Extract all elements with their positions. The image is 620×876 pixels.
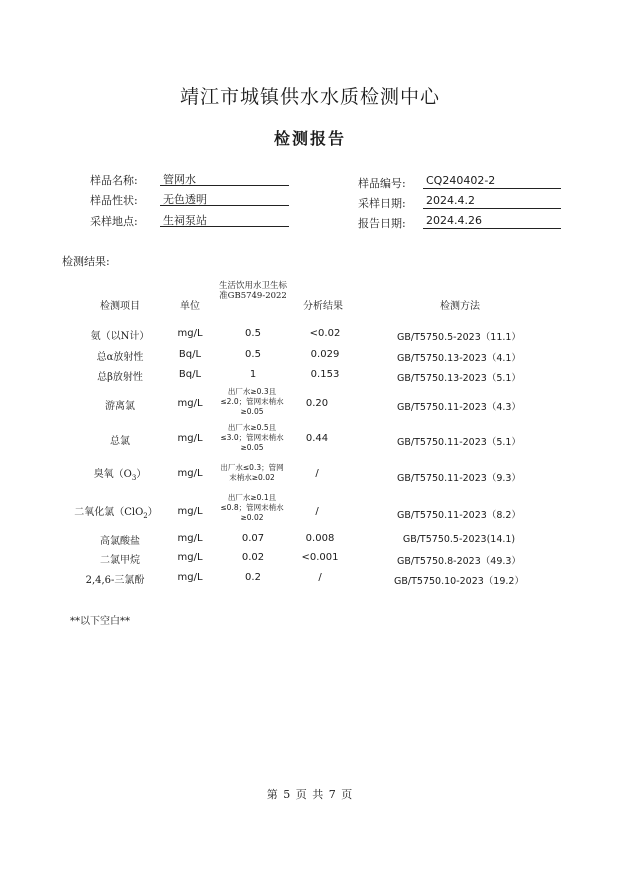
row-2-standard: 1 xyxy=(249,369,257,380)
row-5-unit: mg/L xyxy=(177,468,203,479)
sampling-date-value: 2024.4.2 xyxy=(423,194,561,209)
row-1-standard: 0.5 xyxy=(245,349,261,360)
report-date-label: 报告日期: xyxy=(358,217,406,230)
sample-name-value: 管网水 xyxy=(160,171,289,186)
row-6-result: / xyxy=(315,506,319,517)
row-5-method: GB/T5750.11-2023（9.3） xyxy=(397,473,521,484)
sample-no-value: CQ240402-2 xyxy=(423,174,561,189)
row-7-standard: 0.07 xyxy=(241,533,265,544)
row-4-standard: 出厂水≥0.5且≤3.0；管网末梢水≥0.05 xyxy=(220,423,284,452)
row-1-result: 0.029 xyxy=(310,349,340,360)
row-2-result: 0.153 xyxy=(310,369,340,380)
row-9-method: GB/T5750.10-2023（19.2） xyxy=(394,576,524,587)
row-8-item: 二氯甲烷 xyxy=(100,555,140,566)
page-number: 第 5 页 共 7 页 xyxy=(266,788,354,801)
row-8-method: GB/T5750.8-2023（49.3） xyxy=(397,556,521,567)
col-header-result: 分析结果 xyxy=(303,301,343,312)
row-6-item: 二氧化氯（ClO$_2$） xyxy=(74,507,158,520)
row-2-item: 总β放射性 xyxy=(97,372,143,383)
end-of-content-note: **以下空白** xyxy=(70,616,130,627)
row-0-result: <0.02 xyxy=(309,328,341,339)
row-9-unit: mg/L xyxy=(177,572,203,583)
organization-title: 靖江市城镇供水水质检测中心 xyxy=(179,86,440,108)
sampling-date-label: 采样日期: xyxy=(358,197,406,210)
row-3-unit: mg/L xyxy=(177,398,203,409)
row-4-result: 0.44 xyxy=(305,433,329,444)
report-date-value: 2024.4.26 xyxy=(423,214,561,229)
row-3-result: 0.20 xyxy=(305,398,329,409)
row-2-method: GB/T5750.13-2023（5.1） xyxy=(397,373,521,384)
sample-no-label: 样品编号: xyxy=(358,177,406,190)
row-2-unit: Bq/L xyxy=(178,369,202,380)
col-header-method: 检测方法 xyxy=(440,301,480,312)
row-1-method: GB/T5750.13-2023（4.1） xyxy=(397,353,521,364)
row-7-method: GB/T5750.5-2023(14.1) xyxy=(402,534,516,545)
row-5-item: 臭氧$(O_3)$ xyxy=(93,469,147,482)
row-9-result: / xyxy=(318,572,322,583)
sampling-location-value: 生祠泵站 xyxy=(160,212,289,227)
col-header-item: 检测项目 xyxy=(100,301,140,312)
row-4-method: GB/T5750.11-2023（5.1） xyxy=(397,437,521,448)
col-header-unit: 单位 xyxy=(180,301,200,312)
row-4-unit: mg/L xyxy=(177,433,203,444)
row-8-result: <0.001 xyxy=(301,552,339,563)
row-0-method: GB/T5750.5-2023（11.1） xyxy=(397,332,521,343)
row-5-result: / xyxy=(315,468,319,479)
row-7-unit: mg/L xyxy=(177,533,203,544)
row-9-item: 2,4,6-三氯酚 xyxy=(85,575,145,586)
row-3-method: GB/T5750.11-2023（4.3） xyxy=(397,402,521,413)
row-4-item: 总氯 xyxy=(110,436,130,447)
sample-property-label: 样品性状: xyxy=(90,194,138,207)
row-3-standard: 出厂水≥0.3且≤2.0；管网末梢水≥0.05 xyxy=(220,387,284,416)
row-7-result: 0.008 xyxy=(305,533,335,544)
row-0-item: 氨（以N计） xyxy=(90,331,150,342)
row-8-unit: mg/L xyxy=(177,552,203,563)
row-1-unit: Bq/L xyxy=(178,349,202,360)
row-9-standard: 0.2 xyxy=(245,572,261,583)
row-6-method: GB/T5750.11-2023（8.2） xyxy=(397,510,521,521)
sample-property-value: 无色透明 xyxy=(160,191,289,206)
row-5-standard: 出厂水≤0.3；管网末梢水≥0.02 xyxy=(220,463,284,482)
col-header-standard: 生活饮用水卫生标准GB5749-2022 xyxy=(218,281,287,301)
row-8-standard: 0.02 xyxy=(241,552,265,563)
row-3-item: 游离氯 xyxy=(105,401,135,412)
row-7-item: 高氯酸盐 xyxy=(100,536,140,547)
row-6-standard: 出厂水≥0.1且≤0.8；管网末梢水≥0.02 xyxy=(220,493,284,522)
report-title: 检测报告 xyxy=(273,129,346,148)
row-0-standard: 0.5 xyxy=(245,328,261,339)
row-1-item: 总α放射性 xyxy=(96,352,144,363)
sample-name-label: 样品名称: xyxy=(90,174,138,187)
results-label: 检测结果: xyxy=(62,255,110,268)
row-0-unit: mg/L xyxy=(177,328,203,339)
sampling-location-label: 采样地点: xyxy=(90,215,138,228)
row-6-unit: mg/L xyxy=(177,506,203,517)
